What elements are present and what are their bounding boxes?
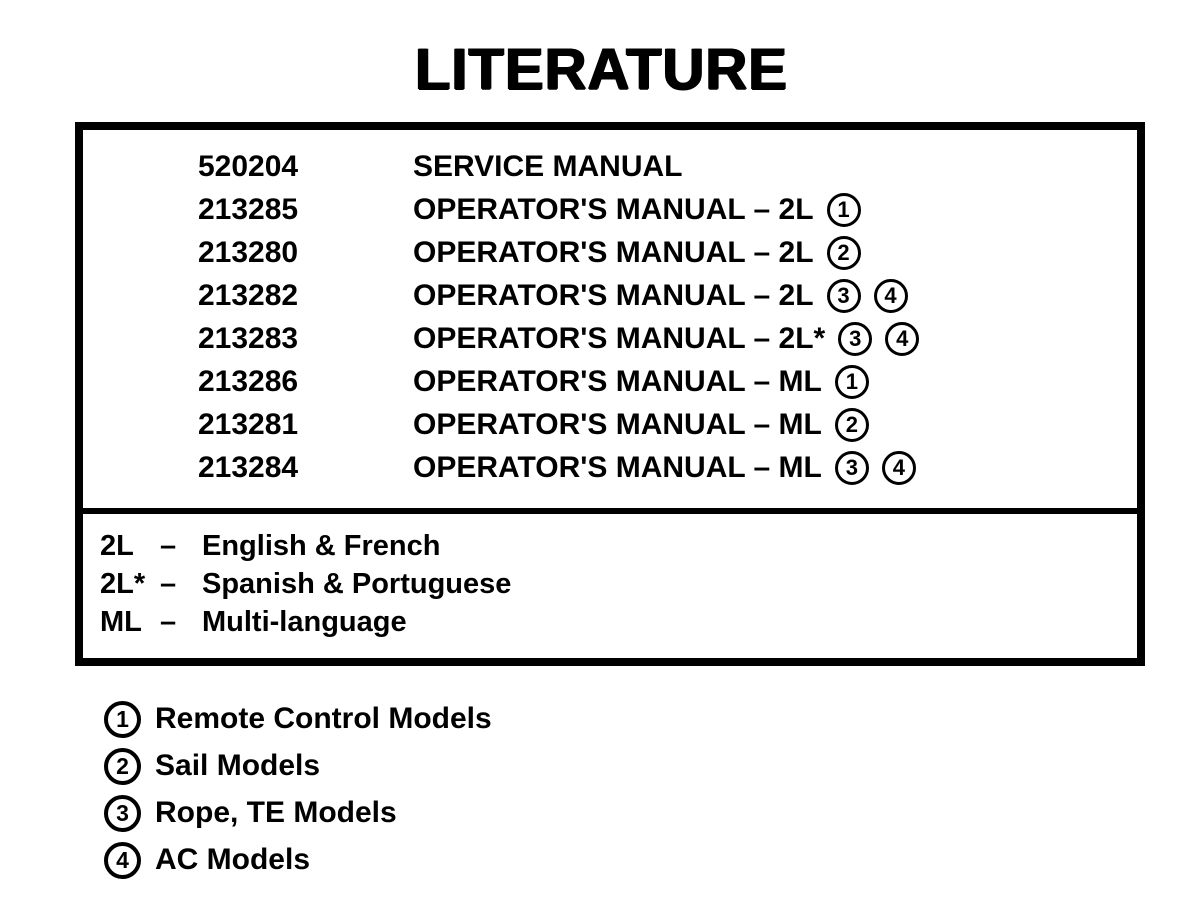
footnote-row [104,790,1203,837]
manual-row [198,404,1137,447]
legend-row [100,604,1137,642]
circled-number-icon: 4 [874,279,908,313]
circled-number-icon: 1 [104,701,141,738]
part-number: 213280 [198,236,299,270]
legend-row [100,566,1137,604]
legend-code: ML [100,606,142,639]
circled-number-icon: 3 [835,451,869,485]
legend-code: 2L* [100,568,146,601]
footnote-label: Sail Models [155,749,321,783]
manual-row [198,447,1137,490]
manual-description: OPERATOR'S MANUAL – 2L* [413,322,826,356]
circled-number-icon: 3 [838,322,872,356]
manual-row [198,361,1137,404]
manual-row [198,275,1137,318]
circled-number-icon: 3 [104,795,141,832]
manual-description: OPERATOR'S MANUAL – 2L [413,193,814,227]
manual-row [198,232,1137,275]
footnote-row [104,837,1203,884]
legend-code: 2L [100,530,134,563]
manual-row [198,189,1137,232]
manual-description: SERVICE MANUAL [413,150,683,184]
legend-meaning: English & French [202,530,441,563]
manual-description: OPERATOR'S MANUAL – ML [413,408,822,442]
circled-number-icon: 4 [882,451,916,485]
literature-box [75,122,1145,666]
legend-dash: – [160,568,177,601]
part-number: 213282 [198,279,299,313]
part-number: 213284 [198,451,299,485]
part-number: 213281 [198,408,299,442]
legend-dash: – [160,606,177,639]
legend-meaning: Multi-language [202,606,407,639]
circled-number-icon: 4 [885,322,919,356]
page-title: LITERATURE [414,37,788,102]
circled-number-icon: 4 [104,842,141,879]
footnote-row [104,743,1203,790]
footnote-row [104,696,1203,743]
legend-dash: – [160,530,177,563]
manual-description: OPERATOR'S MANUAL – 2L [413,236,814,270]
circled-number-icon: 1 [827,193,861,227]
part-number: 213285 [198,193,299,227]
manual-description: OPERATOR'S MANUAL – ML [413,365,822,399]
manual-description: OPERATOR'S MANUAL – 2L [413,279,814,313]
language-legend [83,514,1137,658]
circled-number-icon: 2 [835,408,869,442]
manual-description: OPERATOR'S MANUAL – ML [413,451,822,485]
circled-number-icon: 1 [835,365,869,399]
footnote-label: Rope, TE Models [155,796,397,830]
part-number: 520204 [198,150,299,184]
manual-row [198,318,1137,361]
footnotes [104,696,1203,884]
manual-list [83,130,1137,508]
footnote-label: Remote Control Models [155,702,492,736]
part-number: 213286 [198,365,299,399]
part-number: 213283 [198,322,299,356]
legend-meaning: Spanish & Portuguese [202,568,512,601]
circled-number-icon: 3 [827,279,861,313]
footnote-label: AC Models [155,843,311,877]
manual-row [198,146,1137,189]
circled-number-icon: 2 [104,748,141,785]
circled-number-icon: 2 [827,236,861,270]
legend-row [100,528,1137,566]
